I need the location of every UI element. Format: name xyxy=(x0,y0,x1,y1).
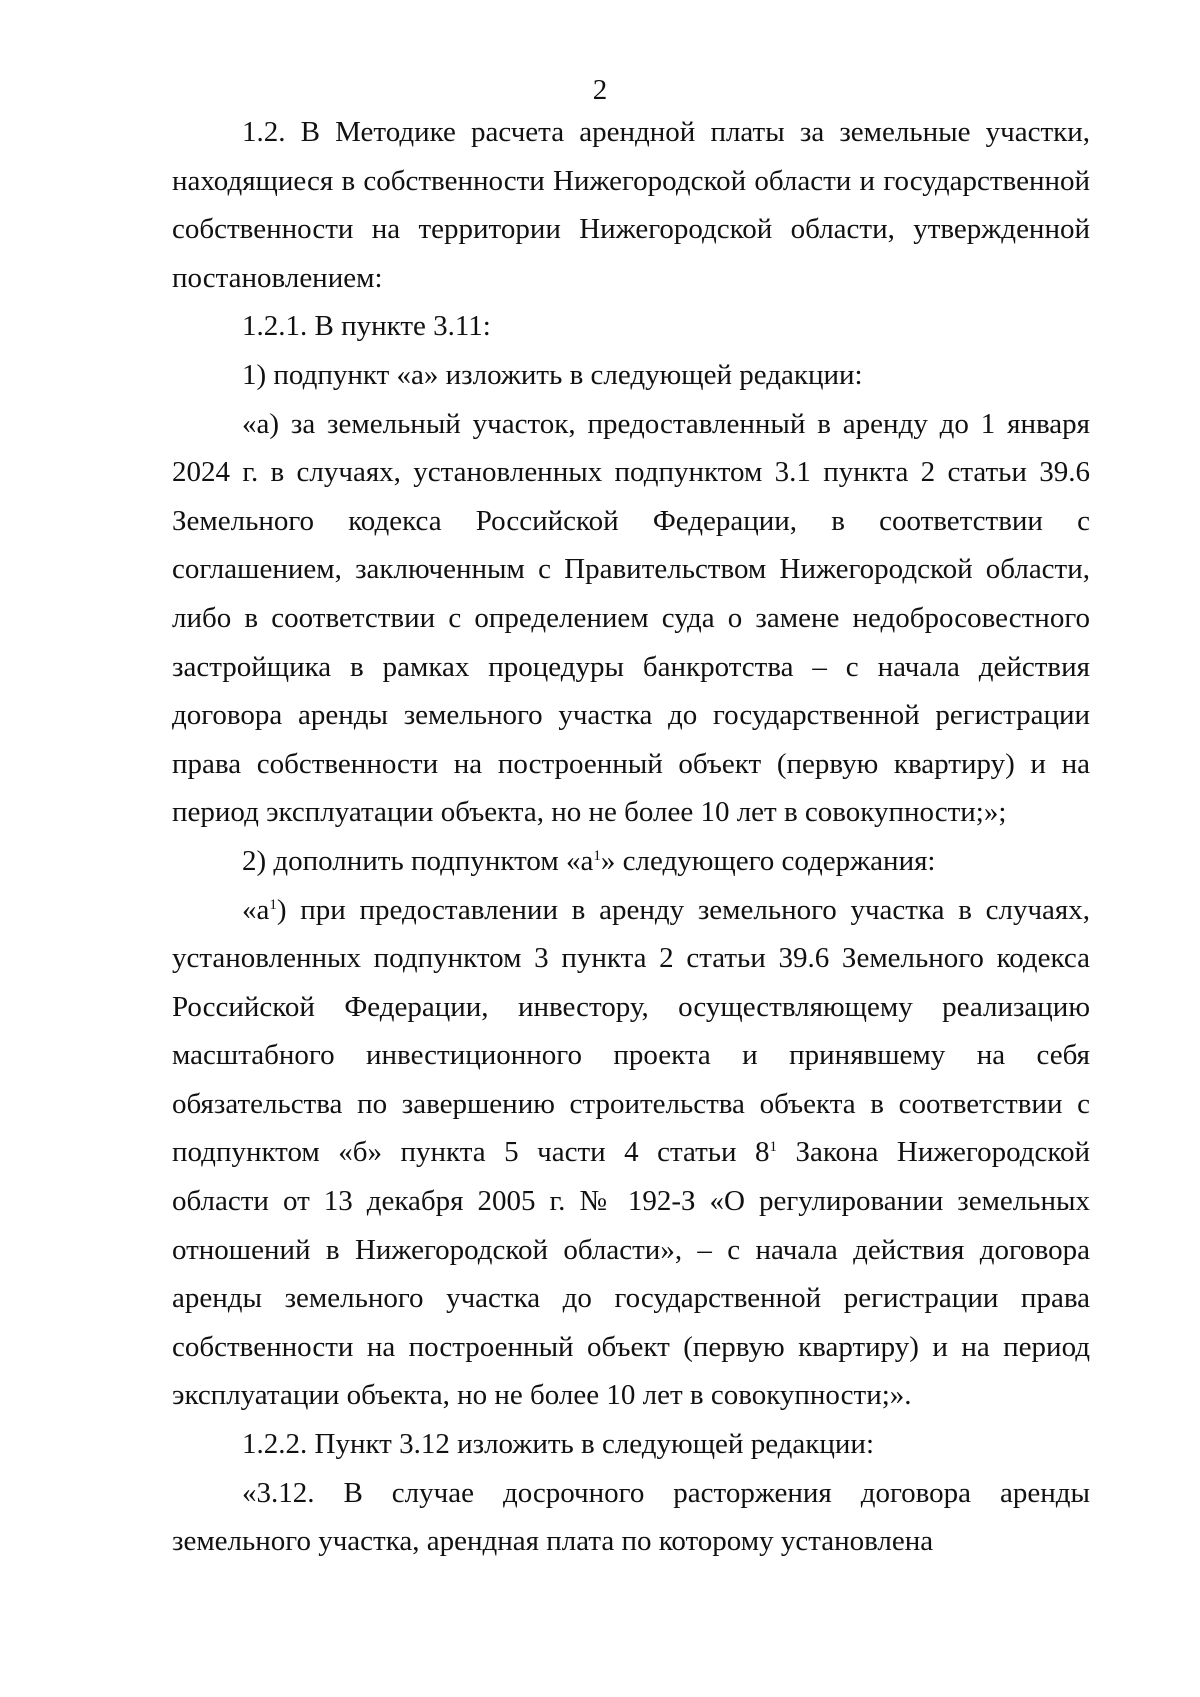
text-run: ) при предоставлении в аренду земельного участка в случаях, установленных подпунктом 3 пункта 2 статьи 39.6 Земельного кодекса Российской Федерации, инвестору, осуществляющему реализацию масштабного инвестиционного проекта и принявшему на себя обязательства по завершению строительства объекта в соответствии с подпунктом «б» пункта 5 части 4 статьи 8 xyxy=(172,893,1090,1169)
paragraph-subpoint-1: 1) подпункт «а» изложить в следующей редакции: xyxy=(242,358,863,391)
paragraph-3-12: «3.12. В случае досрочного расторжения договора аренды земельного участка, арендная плата по которому установлена xyxy=(172,1476,1090,1558)
paragraph-subpoint-a: «а) за земельный участок, предоставленный в аренду до 1 января 2024 г. в случаях, установленных подпунктом 3.1 пункта 2 статьи 39.6 Земельного кодекса Российской Федерации, в соответствии с соглашением, заключенным с Правительством Нижегородской области, либо в соответствии с определением суда о замене недобросовестного застройщика в рамках процедуры банкротства – с начала действия договора аренды земельного участка до государственной регистрации права собственности на построенный объект (первую квартиру) и на период эксплуатации объекта, но не более 10 лет в совокупности;»; xyxy=(172,407,1090,829)
superscript: 1 xyxy=(593,847,601,864)
text-run: Закона Нижегородской области от 13 декабря 2005 г. № 192-З «О регулировании земельных отношений в Нижегородской области», – с начала действия договора аренды земельного участка до государственной регистрации права собственности на построенный объект (первую квартиру) и на период эксплуатации объекта, но не более 10 лет в совокупности;». xyxy=(172,1136,1090,1412)
paragraph-1-2-2: 1.2.2. Пункт 3.12 изложить в следующей редакции: xyxy=(242,1428,875,1461)
paragraph-subpoint-2 xyxy=(172,837,1090,886)
superscript: 1 xyxy=(769,1139,778,1156)
paragraph-1-2-1: 1.2.1. В пункте 3.11: xyxy=(242,310,491,343)
page-number: 2 xyxy=(592,74,608,106)
superscript: 1 xyxy=(269,896,277,913)
text-run: » следующего содержания: xyxy=(600,844,936,877)
paragraph-subpoint-a1 xyxy=(172,886,1090,1421)
paragraph-1-2: 1.2. В Методике расчета арендной платы за земельные участки, находящиеся в собственности Нижегородской области и государственной собственности на территории Нижегородской области, утвержденной постановлением: xyxy=(172,116,1090,294)
document-body xyxy=(172,108,1090,1566)
text-run: «а xyxy=(242,893,270,926)
text-run: 2) дополнить подпунктом «а xyxy=(242,844,594,877)
